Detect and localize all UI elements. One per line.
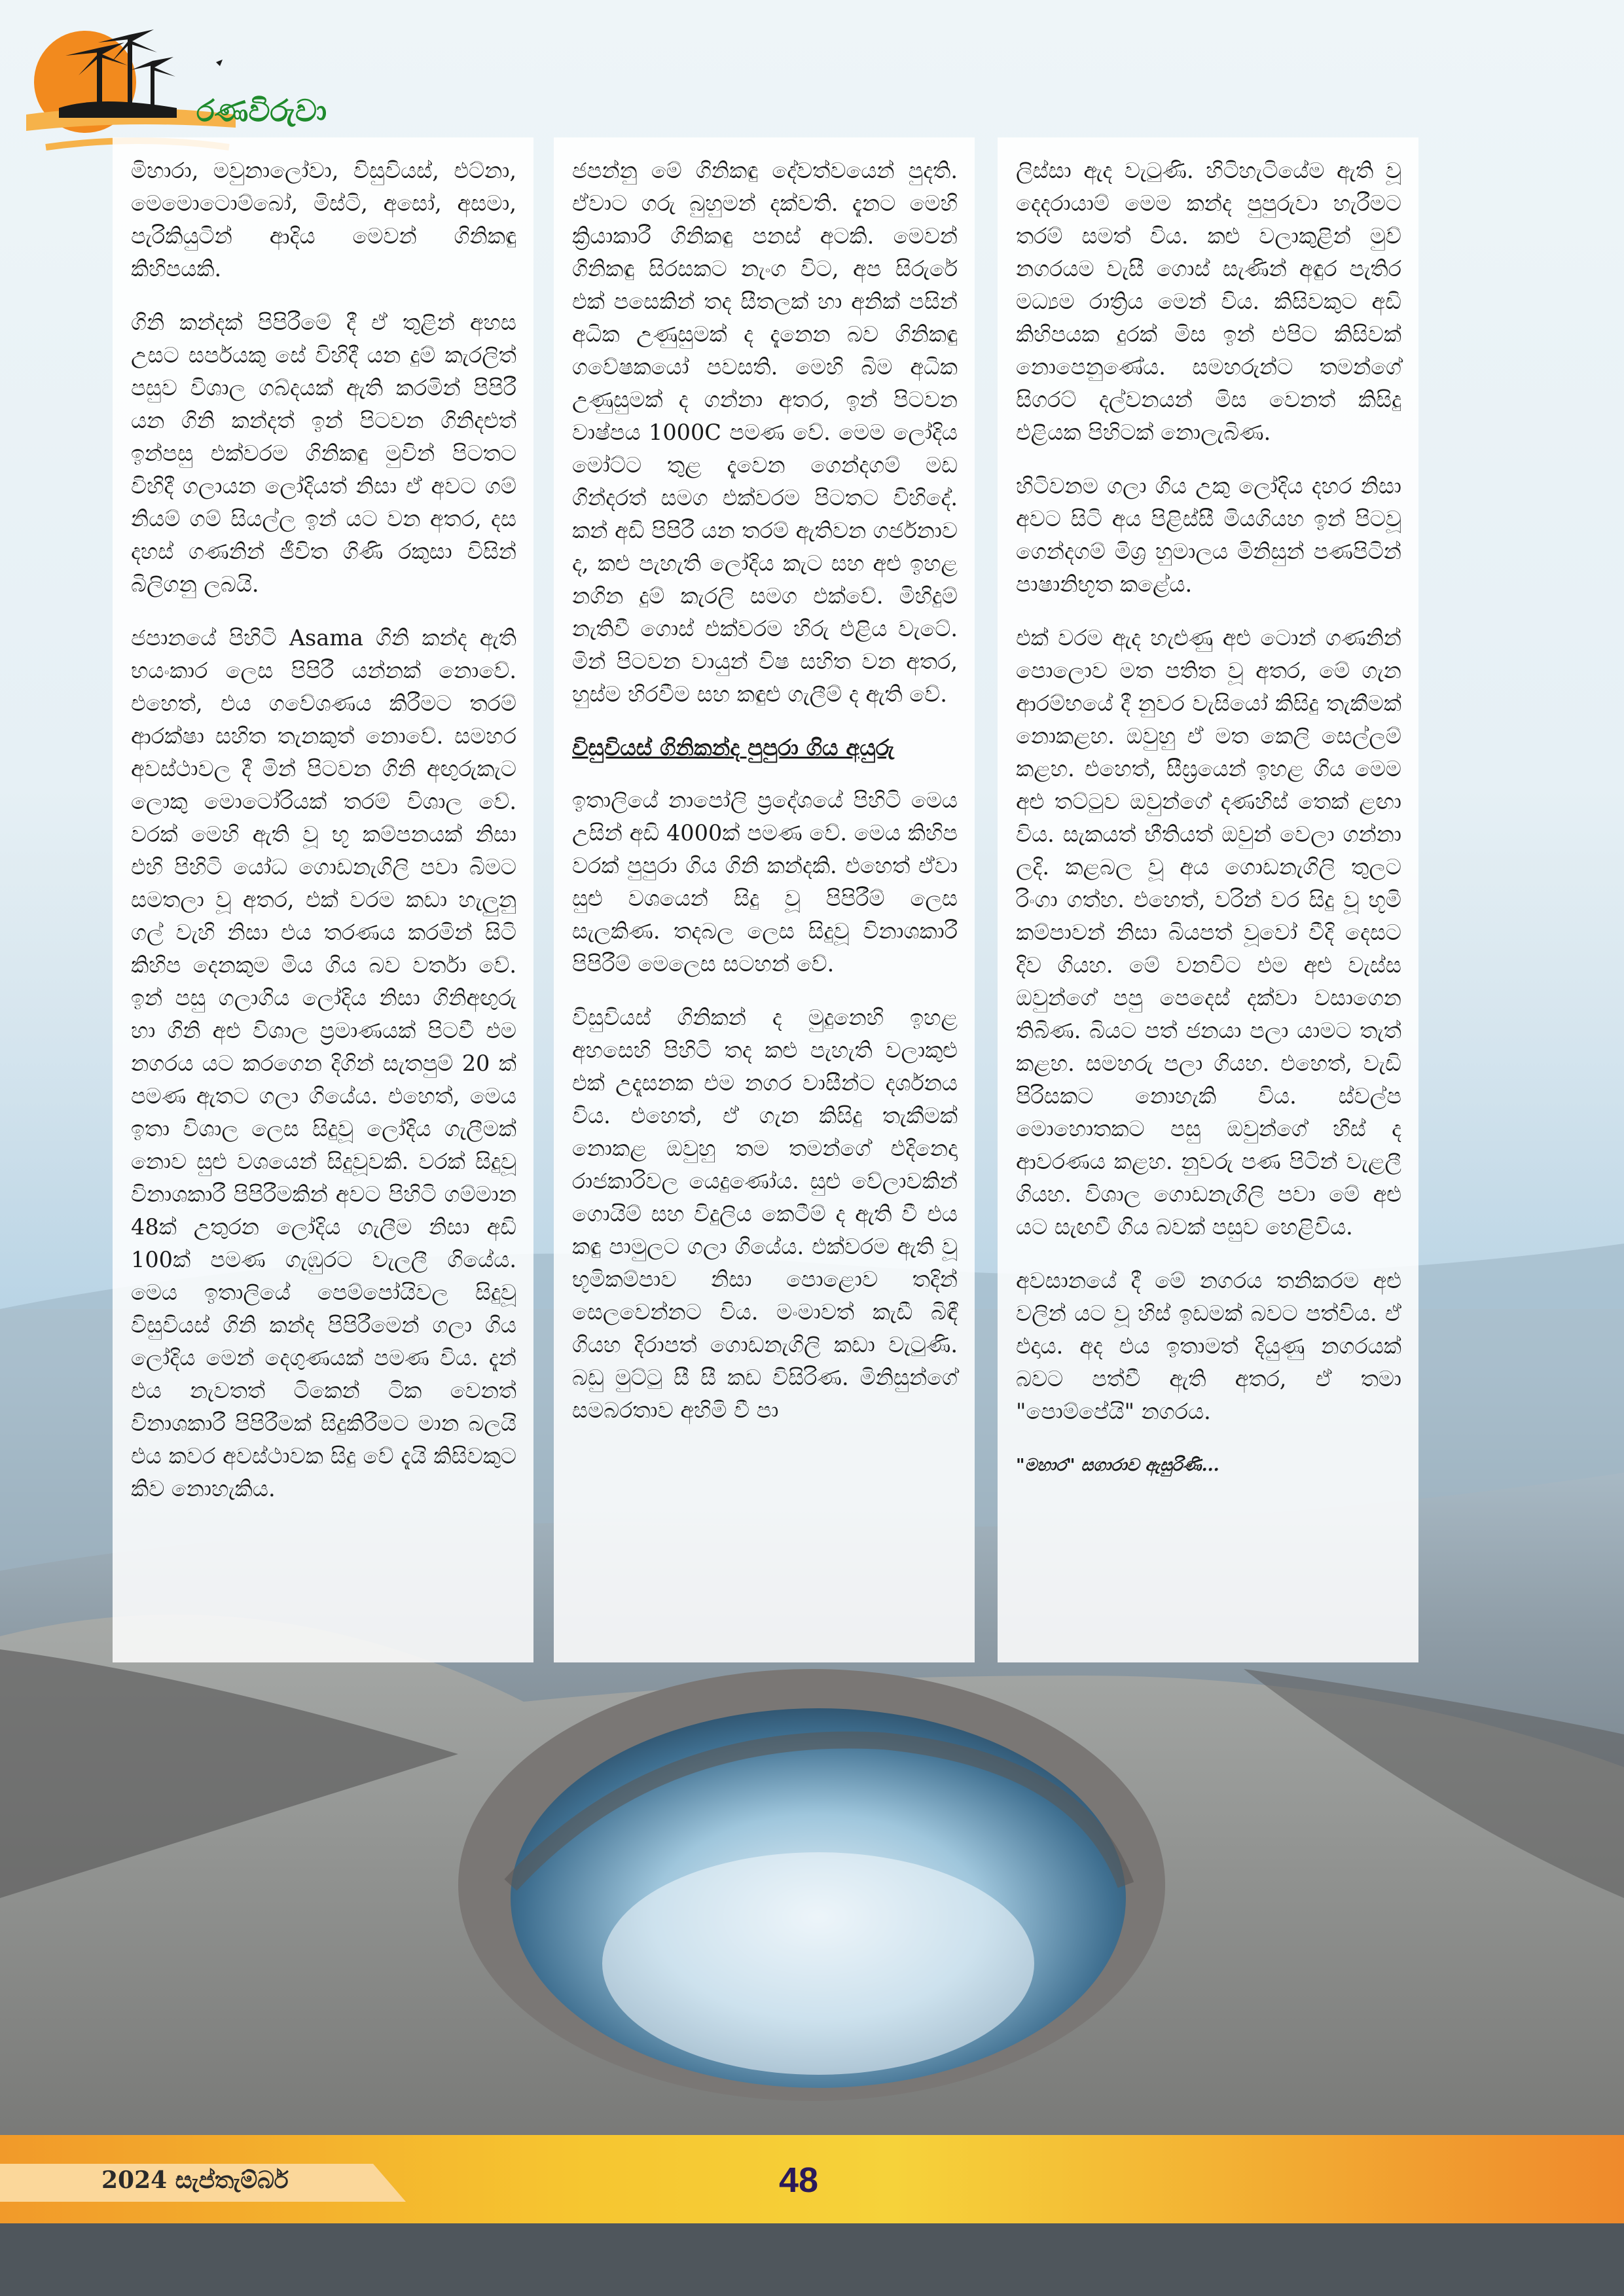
issue-date: 2024 සැප්තැම්බර්: [101, 2166, 289, 2194]
article-paragraph: හිටිවනම ගලා ගිය උකු ලෝදිය දහර නිසා අවට සිටි අය පිළිස්සී මියගියහ ඉන් පිටවූ ගෙන්දගම් මිශ්‍ර හුමාලය මිනිසුන් පණපිටින් පාෂානිභූත කළේය.: [1016, 473, 1401, 597]
article-paragraph: ලිස්සා ඇද වැටුණි. හිටිහැටියේම ඇති වූ දෙදරායාම් මෙම කන්ද පුපුරුවා හැරීමට තරම් සමත් විය. කළු වලාකුළින් මුව් නගරයම වැසී ගොස් සැණින් අඳුර පැතිර මධ්‍යම රාත්‍රිය මෙන් විය. කිසිවකුට අඩි කිහිපයක දුරක් මිස ඉන් එපිට කිසිවක් නොපෙනුණේය. සමහරුන්ට තමන්ගේ සිගරට් දල්වනයන් මිස වෙනත් කිසිදු එළියක පිහිටක් නොලැබිණ.: [1016, 158, 1401, 445]
article-paragraph: විසුවියස් ගිනිකන් ද මුදුනෙහි ඉහළ අහසෙහි පිහිටි තද කළු පැහැති වලාකුළු එක් උදෑසනක එම නගර වාසීන්ට දර්ශනය විය. එහෙත්, ඒ ගැන කිසිදු තැකීමක් නොකළ ඔවුහු තම තමන්ගේ එදිනෙදා රාජකාරිවල යෙදුණෝය. සුළු වේලාවකින් ගොයිම් සහ විදුලිය කෙටීම් ද ඇති වී එය කඳු පාමුලට ගලා ගියේය. එක්වරම ඇති වූ භූමිකම්පාව නිසා පොළොව තදින් සෙලවෙන්නට විය. මංමාවත් කැඩී බිඳී ගියහ දිරාපත් ගොඩනැගිලි කඩා වැටුණි. බඩු මුට්ටු සී සී කඩ විසිරිණ. මිනිසුන්ගේ සමබරතාව අහිමි වී පා: [572, 1005, 958, 1423]
article-column-1: [113, 137, 533, 1662]
article-column-2: [554, 137, 975, 1662]
article-paragraph: මිහාරා, මවුනාලෝවා, විසුවියස්, එට්නා, මෙමොටොම්බෝ, මිස්ටි, අසෝ, අසමා, පැරිකියුටින් ආදිය මෙවන් ගිනිකඳු කිහිපයකි.: [131, 158, 516, 281]
article-paragraph: අවසානයේ දී මේ නගරය තනිකරම අළු වලින් යට වූ හිස් ඉඩමක් බවට පත්විය. ඒ එදාය. අද එය ඉතාමත් දියුණු නගරයක් බවට පත්වී ඇති අතර, ඒ තමා "පොම්පේයි" නගරය.: [1016, 1268, 1401, 1424]
page-number: 48: [779, 2161, 819, 2200]
section-heading: විසුවියස් ගිනිකන්ද පුපුරා ගිය අයුරු: [572, 735, 895, 761]
article-paragraph: එක් වරම ඇද හැළුණු අළු ටොන් ගණනින් පොලොව මත පතිත වූ අතර, මේ ගැන ආරම්භයේ දී නුවර වැසියෝ කිසිදු තැකීමක් නොකළහ. ඔවුහු ඒ මත කෙලි සෙල්ලම් කළහ. එහෙත්, සීඝ්‍රයෙන් ඉහළ ගිය මෙම අළු තට්ටුව ඔවුන්ගේ දණහිස් තෙක් ළඟා විය. සැකයත් භීතියත් ඔවුන් වෙලා ගන්නා ලදි. කළබල වූ අය ගොඩනැගිලි තුලට රිංගා ගත්හ. එහෙත්, වරින් වර සිදු වූ භූමි කම්පාවන් නිසා බියපත් වූවෝ වීදි දෙසට දිව ගියහ. මේ වනවිට එම අළු වැස්ස ඔවුන්ගේ පපු පෙදෙස් දක්වා වසාගෙන තිබිණ. බියට පත් ජනයා පලා යාමට තැත් කළහ. සමහරු පලා ගියහ. එහෙත්, වැඩි පිරිසකට නොහැකි විය. ස්වල්ප මොහොතකට පසු ඔවුන්ගේ හිස් ද ආවරණය කළහ. නුවරු පණ පිටින් වැළලී ගියහ. විශාල ගොඩනැගිලි පවා මේ අළු යට සැඟවී ගිය බවක් පසුව හෙළිවිය.: [1016, 625, 1401, 1240]
article-paragraph: ජපානයේ පිහිටි Asama ගිනි කන්ද ඇති භයංකාර ලෙස පිපිරී යන්නක් නොවේ. එහෙත්, එය ගවේශණය කිරීමට තරම් ආරක්ෂා සහිත තැනකුත් නොවේ. සමහර අවස්ථාවල දී මින් පිටවන ගිනි අඟුරුකැට ලොකු මොටෝරියක් තරම් විශාල වේ. වරක් මෙහි ඇති වූ භූ කම්පනයක් නිසා එහි පිහිටි යෝධ ගොඩනැගිලි පවා බිමට සමතලා වූ අතර, එක් වරම කඩා හැලුනු ගල් වැහි නිසා එය තරණය කරමින් සිටි කිහිප දෙනකුම මිය ගිය බව වර්තා වේ. ඉන් පසු ගලාගිය ලෝදිය නිසා ගිනිඅඟුරු හා ගිනි අළු විශාල ප්‍රමාණයක් පිටවී එම නගරය යට කරගෙන දිගින් සැතපුම් 20 ක් පමණ ඇතට ගලා ගියේය. එහෙත්, මෙය ඉතා විශාල ලෙස සිදුවූ ලෝදිය ගැලීමක් නොව සුළු වශයෙන් සිදුවූවකි. වරක් සිදුවූ විනාශකාරී පිපිරීමකින් අවට පිහිටි ගම්මාන 48ක් උතුරන ලෝදිය ගැලීම නිසා අඩි 100ක් පමණ ගැඹුරට වැලලී ගියේය. මෙය ඉතාලියේ පෙම්පෝයිවල සිදුවූ විසුවියස් ගිනි කන්ද පිපිරීමෙන් ගලා ගිය ලෝදිය මෙන් දෙගුණයක් පමණ විය. දැන් එය නැවතත් ටිකෙන් ටික වෙනත් විනාශකාරී පිපිරීමක් සිදුකිරීමට මාන බලයි එය කවර අවස්ථාවක සිදු වේ දැයි කිසිවකුට කිව නොහැකිය.: [131, 625, 516, 1501]
article-column-3: [998, 137, 1418, 1662]
article-paragraph: ඉතාලියේ නාපෝලි ප්‍රදේශයේ පිහිටි මෙය උසින් අඩි 4000ක් පමණ වේ. මෙය කිහිප වරක් පුපුරා ගිය ගිනි කන්දකි. එහෙත් ඒවා සුළු වශයෙන් සිදු වූ පිපිරීම් ලෙස සැලකිණ. තදබල ලෙස සිදුවූ විනාශකාරී පිපිරීම් මෙලෙස සටහන් වේ.: [572, 787, 958, 977]
brand-name: රණවිරුවා: [196, 93, 327, 128]
article-paragraph: ගිනි කන්දක් පිපිරීමේ දී ඒ තුළින් අහස උසට සර්පයකු සේ විහිදී යන දුම් කැරලිත් පසුව විශාල ගබ්දයක් ඇති කරමින් පිපිරී යන ගිනි කන්දත් ඉන් පිටවන ගිනිදළුත් ඉන්පසු එක්වරම ගිනිකඳු මුවින් පිටතට විහිදී ගලායන ලෝදියත් නිසා ඒ අවට ගම් නියම් ගම් සියල්ල ඉන් යට වන අතර, දස දහස් ගණනින් ජීවිත ගිණි රකුසා විසින් බිලිගනු ලබයි.: [131, 310, 516, 597]
article-paragraph: ජපන්නු මේ ගිනිකඳු දේවත්වයෙන් පුදති. ඒවාට ගරු බුහුමන් දක්වති. දැනට මෙහි ක්‍රියාකාරී ගිනිකඳු පනස් අටකි. මෙවන් ගිනිකඳු සිරසකට නැංග විට, අප සිරුරේ එක් පසෙකින් තද සීතලක් හා අනික් පසින් අධික උණුසුමක් ද දැනෙන බව ගිනිකඳු ගවේෂකයෝ පවසති. මෙහි බිම අධික උණුසුමක් ද ගන්නා අතර, ඉන් පිටවන වාෂ්පය 1000C පමණ වේ. මෙම ලෝදිය මෝට්ට තුළ දැවෙන ගෙන්දගම් මඩ ගින්දරත් සමග එක්වරම පිටතට විහිදේ. කන් අඩි පිපිරී යන තරම් ඇතිවන ගර්ජනාව ද, කළු පැහැති ලෝදිය කැට සහ අළු ඉහළ නගින දුම් කැරලි සමග එක්වේ. මිහිදුම් නැතිවී ගොස් එක්වරම හිරු එළිය වැටේ. මින් පිටවන වායුන් විෂ සහිත වන අතර, හුස්ම හිරවීම සහ කඳුළු ගැලීම් ද ඇති වේ.: [572, 158, 958, 707]
source-credit: "මහාර" සගාරාව ඇසුරිණි...: [1016, 1456, 1219, 1475]
